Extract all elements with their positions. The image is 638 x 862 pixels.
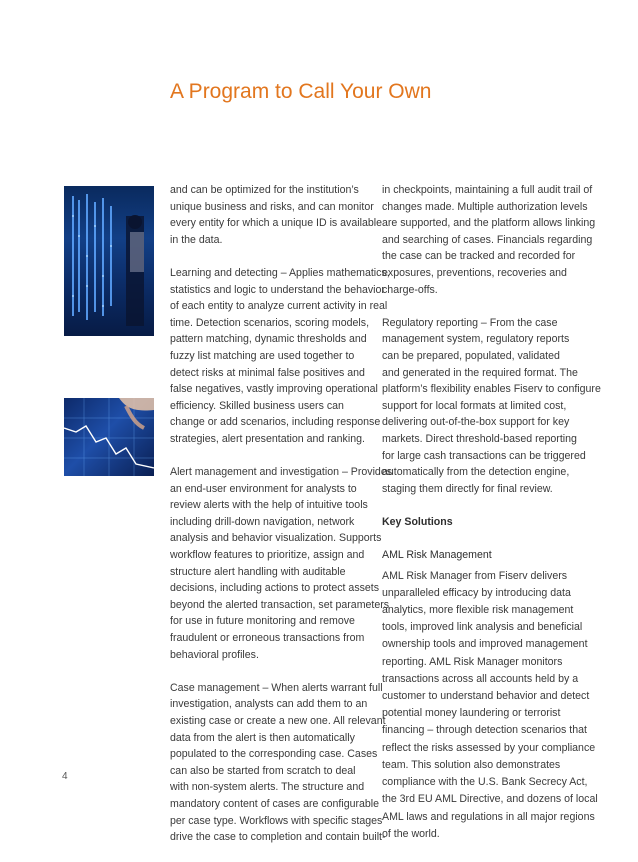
- paragraph-case-management: Case management – When alerts warrant full investigation, analysts can add them to an existing case or create a new one. All relevant data from the alert is then automatically populated to the corresponding case. Cases can also be started from scratch to deal with non-system alerts. The structure and mandatory content of cases are configurable per case type. Workflows with specific stages drive the case to completion and contain built-: [170, 681, 386, 844]
- page-number: 4: [62, 771, 68, 782]
- right-text-column: [382, 182, 601, 860]
- left-text-column: [170, 182, 393, 862]
- paragraph-aml-risk-manager: AML Risk Manager from Fiserv delivers unparalleled efficacy by introducing data analytics, more flexible risk management tools, improved link analysis and beneficial ownership tools and improved management reporting. AML Risk Manager monitors transactions across all accounts held by a customer to understand behavior and detect potential money laundering or terrorist financing – through detection scenarios that reflect the risks assessed by your compliance team. This solution also demonstrates compliance with the U.S. Bank Secrecy Act, the 3rd EU AML Directive, and dozens of local AML laws and regulations in all major regions of the world.: [382, 569, 598, 840]
- server-room-photo: [64, 186, 154, 336]
- financial-chart-photo: [64, 398, 154, 476]
- paragraph-regulatory-reporting: Regulatory reporting – From the case management system, regulatory reports can be prepared, populated, validated and generated in the required format. The platform’s flexibility enables Fiserv to configure support for local formats at limited cost, delivering out-of-the-box support for key markets. Direct threshold-based reporting for large cash transactions can be triggered automatically from the detection engine, staging them directly for final review.: [382, 316, 601, 495]
- paragraph-case-checkpoints: in checkpoints, maintaining a full audit trail of changes made. Multiple authorization levels are supported, and the platform allows linking and searching of cases. Financials regarding the case can be tracked and recorded for exposures, preventions, recoveries and charge-offs.: [382, 184, 596, 296]
- page-title: A Program to Call Your Own: [170, 80, 432, 103]
- paragraph-alert-management: Alert management and investigation – Provides an end-user environment for analysts to review alerts with the help of intuitive tools including drill-down navigation, network analysis and behavior visualization. Supports workflow features to prioritize, assign and structure alert handling with auditable decisions, including actions to protect assets beyond the alerted transaction, set parameters for use in future monitoring and remove fraudulent or erroneous transactions from behavioral profiles.: [170, 466, 393, 661]
- paragraph-learning-detecting: Learning and detecting – Applies mathematics, statistics and logic to understand the behavior of each entity to analyze current activity in real time. Detection scenarios, scoring models, pattern matching, dynamic thresholds and fuzzy list matching are used together to detect risks at minimal false positives and false negatives, vastly improving operational efficiency. Skilled business users can change or add scenarios, including response strategies, alert presentation and ranking.: [170, 266, 390, 445]
- key-solutions-heading: Key Solutions: [382, 515, 453, 528]
- aml-risk-management-subheading: AML Risk Management: [382, 549, 492, 562]
- paragraph-institution-monitoring: and can be optimized for the institution’s unique business and risks, and can monitor every entity for which a unique ID is available in the data.: [170, 184, 382, 246]
